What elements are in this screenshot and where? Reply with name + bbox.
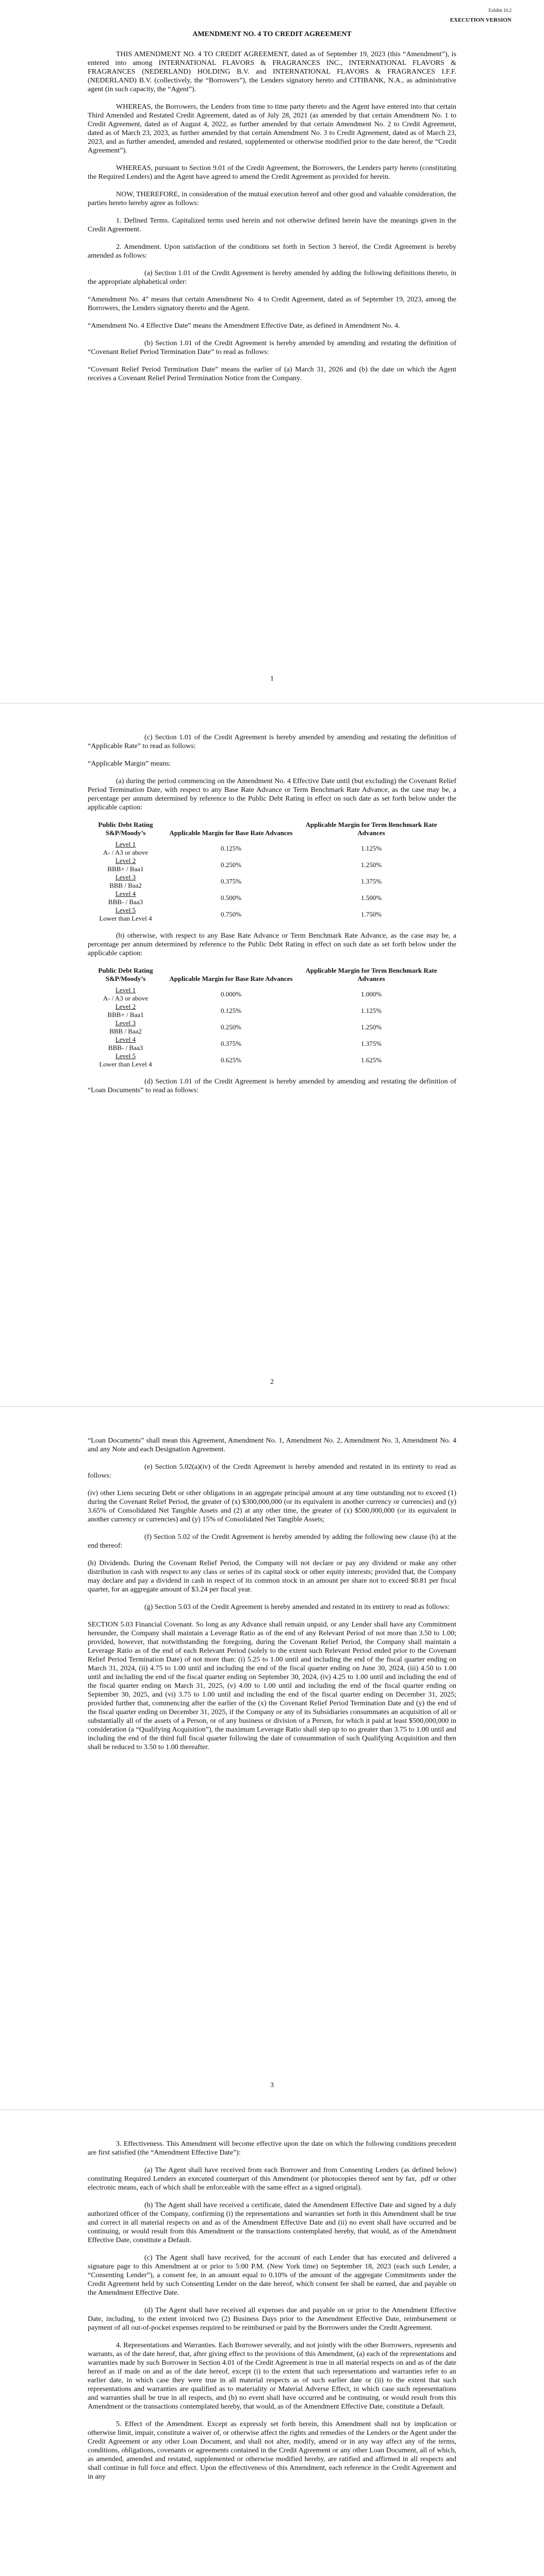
page-number: 3 [270,2081,274,2089]
term-rate-cell: 1.500% [360,894,382,902]
page-3-body [88,1436,456,1760]
now-therefore-paragraph: NOW, THEREFORE, in consideration of the mutual execution hereof and other good and valuable consideration, the parties hereto hereby agree as follows: [88,191,456,207]
section-1-defined-terms: 1. Defined Terms. Capitalized terms used herein and not otherwise defined herein have the meanings given in the Credit Agreement. [88,217,456,233]
level-name: Level 4 [115,1036,136,1043]
rating: A- / A3 or above [103,849,149,856]
rating: BBB / Baa2 [109,1027,142,1035]
term-rate-cell: 1.375% [360,877,382,885]
page-1 [0,0,544,703]
definition-loan-documents: “Loan Documents” shall mean this Agreement, Amendment No. 1, Amendment No. 2, Amendment No. 3, Amendment No. 4 and any Note and each Designation Agreement. [88,1437,456,1453]
base-rate-cell: 0.000% [220,990,242,998]
table-row [88,873,444,890]
column-header: Public Debt Rating S&P/Moody’s [98,821,153,837]
level-name: Level 4 [115,890,136,897]
applicable-margin-table-2 [88,967,444,1069]
rating: BBB / Baa2 [109,882,142,889]
section-2g: (g) Section 5.03 of the Credit Agreement is hereby amended and restated in its entirety to read as follows: [144,1603,450,1611]
term-rate-cell: 1.375% [360,1040,382,1047]
level-name: Level 5 [115,906,136,914]
level-name: Level 2 [115,1003,136,1010]
table-row [88,906,444,923]
section-2a: (a) Section 1.01 of the Credit Agreement is hereby amended by adding the following definitions thereto, in the appropriate alphabetical order: [88,269,456,286]
definition-amendment-no-4: “Amendment No. 4” means that certain Amendment No. 4 to Credit Agreement, dated as of September 19, 2023, among the Borrowers, the Lenders signatory thereto and the Agent. [88,296,456,312]
base-rate-cell: 0.250% [220,1023,242,1031]
table-row [88,986,444,1003]
table-row [88,1036,444,1052]
table-row [88,1019,444,1036]
table-row [88,1003,444,1019]
section-3d: (d) The Agent shall have received all expenses due and payable on or prior to the Amendment Effective Date, including, to the extent invoiced two (2) Business Days prior to the Amendment Effective Date, reimbursement or payment of all out-of-pocket expenses required to be reimbursed or paid by the Borrowers under the Credit Agreement. [88,2307,456,2332]
intro-paragraph: THIS AMENDMENT NO. 4 TO CREDIT AGREEMENT, dated as of September 19, 2023 (this “Amendment”), is entered into among INTERNATIONAL FLAVORS & FRAGRANCES INC., INTERNATIONAL FLAVORS & FRAGRANCES (NEDERLAND) HOLDING B.V. and INTERNATIONAL FLAVORS & FRAGRANCES I.F.F. (NEDERLAND) B.V. (collectively, the “Borrowers”), the Lenders signatory hereto and CITIBANK, N.A., as administrative agent (in such capacity, the “Agent”). [88,50,456,93]
execution-version-label: EXECUTION VERSION [450,17,512,23]
rating: A- / A3 or above [103,994,149,1002]
base-rate-cell: 0.750% [220,910,242,918]
page-number: 2 [270,1378,274,1386]
rating: BBB- / Baa3 [108,1044,143,1052]
base-rate-cell: 0.250% [220,861,242,869]
rating: Lower than Level 4 [99,1060,152,1068]
definition-amendment-no-4-effective-date: “Amendment No. 4 Effective Date” means the Amendment Effective Date, as defined in Amendment No. 4. [88,322,400,330]
section-2c: (c) Section 1.01 of the Credit Agreement is hereby amended by amending and restating the definition of “Applicable Rate” to read as follows: [88,734,456,750]
page-4-body [88,2140,456,2490]
rating: BBB- / Baa3 [108,898,143,906]
table-row [88,890,444,906]
page-2-body [88,733,456,1104]
section-5-03-financial-covenant: SECTION 5.03 Financial Covenant. So long as any Advance shall remain unpaid, or any Lender shall have any Commitment hereunder, the Company shall maintain a Leverage Ratio as of the end of any Relevant Period of not more than 3.50 to 1.00; provided, however, that notwithstanding the foregoing, during the Covenant Relief Period, the Company shall maintain a Leverage Ratio as of the end of each Relevant Period (solely to the extent such Relevant Period ended prior to the Covenant Relief Period Termination Date) of not more than: (i) 5.25 to 1.00 until and including the end of the fiscal quarter ending on March 31, 2024, (ii) 4.75 to 1.00 until and including the end of the fiscal quarter ending on June 30, 2024, (iii) 4.50 to 1.00 until and including the end of the fiscal quarter ending on September 30, 2024, (iv) 4.25 to 1.00 until and including the end of the fiscal quarter ending on March 31, 2025, (v) 4.00 to 1.00 until and including the end of the fiscal quarter ending on September 30, 2025, and (vi) 3.75 to 1.00 until and including the end of the fiscal quarter ending on December 31, 2025; provided further that, commencing after the earlier of the (x) the Covenant Relief Period Termination Date and (y) the end of the fiscal quarter ending on December 31, 2025, if the Company or any of its Subsidiaries consummates an acquisition of all or substantially all of the assets of a Person, or of any business or division of a Person, for which it paid at least $500,000,000 in consideration (a “Qualifying Acquisition”), the maximum Leverage Ratio shall step up to no greater than 3.75 to 1.00 until and including the end of the third full fiscal quarter following the date of consummation of such Qualifying Acquisition and then shall be reduced to 3.50 to 1.00 thereafter. [88,1621,456,1751]
column-header: Applicable Margin for Term Benchmark Rate Advances [305,967,437,982]
level-name: Level 1 [115,986,136,994]
rating: BBB+ / Baa1 [107,1011,144,1019]
page-1-body [88,30,456,392]
level-name: Level 5 [115,1052,136,1060]
exhibit-label: Exhibit 10.2 [488,8,512,13]
definition-applicable-margin: “Applicable Margin” means: [88,760,171,768]
base-rate-cell: 0.625% [220,1056,242,1064]
table-header-row [88,821,444,840]
whereas-paragraph-2: WHEREAS, pursuant to Section 9.01 of the Credit Agreement, the Borrowers, the Lenders party hereto (constituting the Required Lenders) and the Agent have agreed to amend the Credit Agreement as provided for herein. [88,164,456,181]
term-rate-cell: 1.125% [360,1007,382,1014]
level-name: Level 3 [115,873,136,881]
term-rate-cell: 1.250% [360,1023,382,1031]
term-rate-cell: 1.625% [360,1056,382,1064]
term-rate-cell: 1.125% [360,844,382,852]
term-rate-cell: 1.000% [360,990,382,998]
column-header: Applicable Margin for Base Rate Advances [169,975,293,982]
base-rate-cell: 0.125% [220,844,242,852]
section-3c: (c) The Agent shall have received, for the account of each Lender that has executed and delivered a signature page to this Amendment at or prior to 5:00 P.M. (New York time) on September 18, 2023 (each such Lender, a “Consenting Lender”), a consent fee, in an amount equal to 0.10% of the amount of the aggregate Commitments under the Credit Agreement held by such Consenting Lender on the date hereof, which consent fee shall be earned, due and payable on the Amendment Effective Date. [88,2254,456,2297]
whereas-paragraph-1: WHEREAS, the Borrowers, the Lenders from time to time party thereto and the Agent have entered into that certain Third Amended and Restated Credit Agreement, dated as of July 28, 2021 (as amended by that certain Amendment No. 1 to Credit Agreement, dated as of August 4, 2022, as further amended by that certain Amendment No. 2 to Credit Agreement, dated as of March 23, 2023, as further amended by that certain Amendment No. 3 to Credit Agreement, dated as of March 23, 2023, and as further amended, amended and restated, supplemented or otherwise modified prior to the date hereof, the “Credit Agreement”). [88,103,456,155]
table-row [88,857,444,873]
page-2 [0,703,544,1406]
rating: Lower than Level 4 [99,914,152,922]
section-3b: (b) The Agent shall have received a certificate, dated the Amendment Effective Date and signed by a duly authorized officer of the Company, confirming (i) the representations and warranties set forth in this Amendment shall be true and correct in all material respects on and as of the Amendment Effective Date and (ii) no event shall have occurred and be continuing, or would result from this Amendment or the transactions contemplated hereby, that would, as of the Amendment Effective Date, constitute a Default. [88,2201,456,2244]
table-header-row [88,967,444,986]
rating: BBB+ / Baa1 [107,865,144,873]
base-rate-cell: 0.375% [220,877,242,885]
term-rate-cell: 1.750% [360,910,382,918]
section-3-effectiveness: 3. Effectiveness. This Amendment will become effective upon the date on which the following conditions precedent are first satisfied (the “Amendment Effective Date”): [88,2140,456,2157]
section-5-effect: 5. Effect of the Amendment. Except as expressly set forth herein, this Amendment shall not by implication or otherwise limit, impair, constitute a waiver of, or otherwise affect the rights and remedies of the Lenders or the Agent under the Credit Agreement or any other Loan Document, and shall not alter, modify, amend or in any way affect any of the terms, conditions, obligations, covenants or agreements contained in the Credit Agreement or any other Loan Document, all of which, as amended, amended and restated, supplemented or otherwise modified hereby, are ratified and affirmed in all respects and shall continue in full force and effect. Upon the effectiveness of this Amendment, each reference in the Credit Agreement and in any [88,2420,456,2481]
level-name: Level 2 [115,857,136,865]
table-row [88,840,444,857]
base-rate-cell: 0.125% [220,1007,242,1014]
clause-h-dividends: (h) Dividends. During the Covenant Relief Period, the Company will not declare or pay any dividend or make any other distribution in cash with respect to any class or series of its capital stock or other equity interests; provided that, the Company may declare and pay a dividend in cash in respect of its common stock in an amount per share not to exceed $0.81 per fiscal quarter, for an aggregate amount of $3.24 per fiscal year. [88,1560,456,1594]
term-rate-cell: 1.250% [360,861,382,869]
page-4 [0,2110,544,2576]
page-number: 1 [270,675,274,683]
definition-covenant-relief-period-termination-date: “Covenant Relief Period Termination Date” means the earlier of (a) March 31, 2026 and (b) the date on which the Agent receives a Covenant Relief Period Termination Notice from the Company. [88,366,456,382]
section-3a: (a) The Agent shall have received from each Borrower and from Consenting Lenders (as defined below) constituting Required Lenders an executed counterpart of this Amendment (or photocopies thereof sent by fax, .pdf or other electronic means, each of which shall be enforceable with the same effect as a signed original). [88,2166,456,2192]
clause-iv-liens: (iv) other Liens securing Debt or other obligations in an aggregate principal amount at any time outstanding not to exceed (1) during the Covenant Relief Period, the greater of (x) $300,000,000 (or its equivalent in another currency or currencies) and (y) 3.65% of Consolidated Net Tangible Assets and (2) at any other time, the greater of (x) $500,000,000 (or its equivalent in another currency or currencies) and (y) 15% of Consolidated Net Tangible Assets; [88,1489,456,1523]
column-header: Applicable Margin for Term Benchmark Rate Advances [305,821,437,837]
base-rate-cell: 0.500% [220,894,242,902]
column-header: Public Debt Rating S&P/Moody’s [98,967,153,982]
section-2b: (b) Section 1.01 of the Credit Agreement is hereby amended by amending and restating the definition of “Covenant Relief Period Termination Date” to read as follows: [88,340,456,356]
level-name: Level 3 [115,1019,136,1027]
applicable-margin-table-1 [88,821,444,923]
section-2d: (d) Section 1.01 of the Credit Agreement is hereby amended by amending and restating the definition of “Loan Documents” to read as follows: [88,1078,456,1094]
section-2f: (f) Section 5.02 of the Credit Agreement is hereby amended by adding the following new clause (h) at the end thereof: [88,1533,456,1550]
section-2-amendment: 2. Amendment. Upon satisfaction of the conditions set forth in Section 3 hereof, the Credit Agreement is hereby amended as follows: [88,243,456,260]
column-header: Applicable Margin for Base Rate Advances [169,829,293,837]
clause-a: (a) during the period commencing on the Amendment No. 4 Effective Date until (but excluding) the Covenant Relief Period Termination Date, with respect to any Base Rate Advance or Term Benchmark Rate Advance, as the case may be, a percentage per annum determined by reference to the Public Debt Rating in effect on such date as set forth below under the applicable caption: [88,777,456,811]
clause-b: (b) otherwise, with respect to any Base Rate Advance or Term Benchmark Rate Advance, as the case may be, a percentage per annum determined by reference to the Public Debt Rating in effect on such date as set forth below under the applicable caption: [88,932,456,957]
table-row [88,1052,444,1069]
level-name: Level 1 [115,840,136,848]
section-4-representations: 4. Representations and Warranties. Each Borrower severally, and not jointly with the other Borrowers, represents and warrants, as of the date hereof, that, after giving effect to the provisions of this Amendment, (a) each of the representations and warranties made by such Borrower in Section 4.01 of the Credit Agreement is true in all material respects on and as of the date hereof as if made on and as of the date hereof, except (i) to the extent that such representations and warranties refer to an earlier date, in which case they were true in all material respects as of such earlier date or (ii) to the extent that such representations and warranties are qualified as to materiality or Material Adverse Effect, in which case such representations and warranties shall be true in all respects, and (b) no event shall have occurred and be continuing, or would result from this Amendment or the transactions contemplated hereby, that would, as of the Amendment Effective Date, constitute a Default. [88,2342,456,2411]
section-2e: (e) Section 5.02(a)(iv) of the Credit Agreement is hereby amended and restated in its entirety to read as follows: [88,1463,456,1480]
base-rate-cell: 0.375% [220,1040,242,1047]
document-title: AMENDMENT NO. 4 TO CREDIT AGREEMENT [192,30,352,38]
page-3 [0,1406,544,2110]
